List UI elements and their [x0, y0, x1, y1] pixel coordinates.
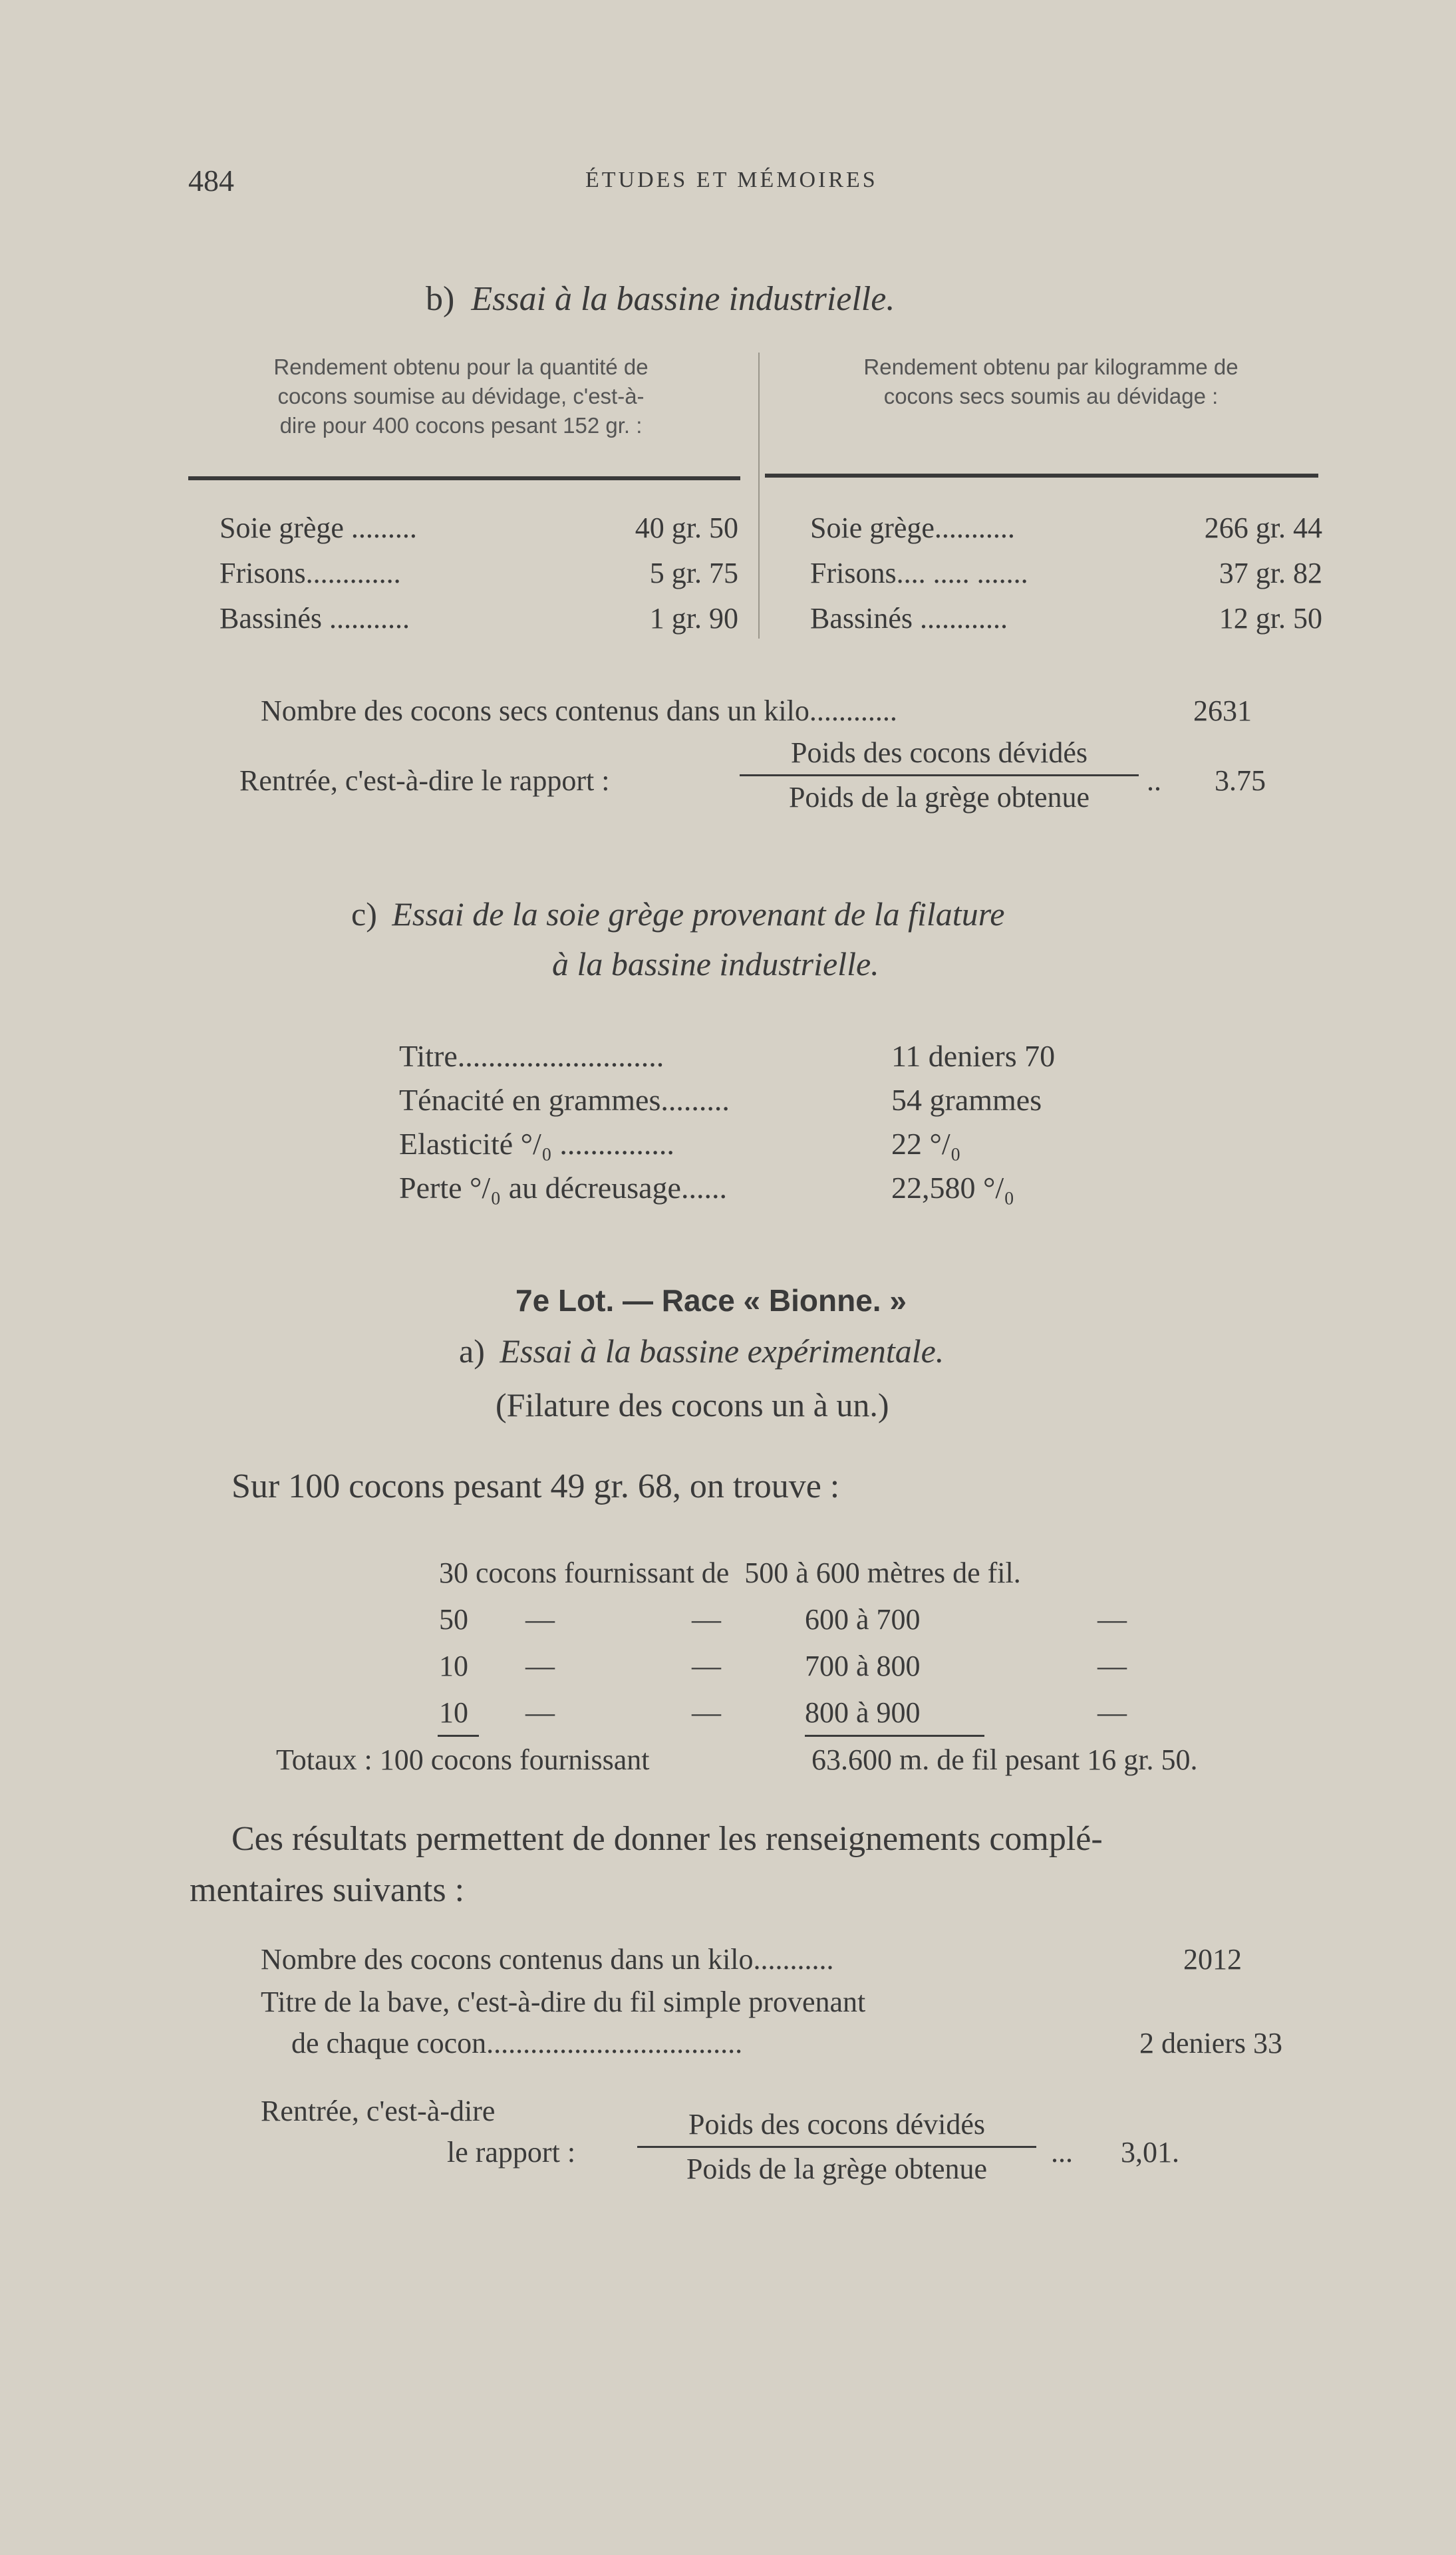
cocoon-count-row — [261, 694, 1252, 728]
section-c-title: Essai de la soie grège provenant de la filature — [392, 895, 1005, 933]
right-intro — [772, 353, 1330, 411]
section-b-heading — [426, 279, 895, 319]
rentree-label: Rentrée, c'est-à-dire le rapport : — [239, 764, 610, 797]
rentree-dots-2: ... — [1051, 2136, 1073, 2169]
distribution-row: 50 — — 600 à 700 — — [439, 1603, 1127, 1636]
cocoon-count-label: Nombre des cocons contenus dans un kilo........... — [261, 1943, 834, 1976]
paragraph-line: Ces résultats permettent de donner les renseignements complé- — [231, 1820, 1103, 1858]
lot-subheading — [459, 1332, 944, 1370]
titre-value: 2 deniers 33 — [1139, 2027, 1282, 2059]
left-yield-table — [219, 506, 738, 641]
yield-row: Soie grège........... 266 gr. 44 — [810, 512, 1322, 544]
rentree-fraction-2 — [637, 2107, 1036, 2186]
silk-test-table — [399, 1034, 1055, 1210]
yield-row: Frisons............. 5 gr. 75 — [219, 557, 738, 589]
section-c-label: c) — [351, 895, 377, 933]
right-intro-line: Rendement obtenu par kilogramme de — [863, 355, 1238, 379]
fraction-numerator: Poids des cocons dévidés — [790, 736, 1088, 769]
cocoon-count-value: 2631 — [1193, 694, 1252, 727]
left-intro-line: Rendement obtenu pour la quantité de — [273, 355, 649, 379]
yield-row: Bassinés ........... 1 gr. 90 — [219, 602, 738, 635]
lot-intro: Sur 100 cocons pesant 49 gr. 68, on trouve : — [231, 1467, 840, 1505]
right-intro-line: cocons secs soumis au dévidage : — [883, 384, 1219, 408]
rentree-fraction — [740, 736, 1139, 815]
rentree-value: 3.75 — [1215, 764, 1266, 797]
column-divider — [758, 353, 760, 639]
section-c-heading — [351, 895, 1005, 933]
fraction-bar — [740, 774, 1139, 776]
distribution-row: 10 — — 700 à 800 — — [439, 1650, 1127, 1682]
silk-test-row: Ténacité en grammes......... 54 grammes — [399, 1083, 1042, 1117]
left-intro-line: dire pour 400 cocons pesant 152 gr. : — [279, 413, 643, 438]
cocoon-distribution — [439, 1550, 1127, 1736]
totals-row — [276, 1743, 1198, 1777]
yield-row: Frisons.... ..... ....... 37 gr. 82 — [810, 557, 1322, 589]
titre-line2: de chaque cocon................................... 2 deniers 33 — [291, 2027, 1282, 2059]
yield-row: Soie grège ......... 40 gr. 50 — [219, 512, 738, 544]
lot-paren: (Filature des cocons un à un.) — [496, 1386, 889, 1424]
lot-sub-title: Essai à la bassine expérimentale. — [500, 1332, 945, 1370]
section-b-label: b) — [426, 280, 455, 318]
rentree-dots: .. — [1147, 764, 1161, 797]
totals-value: 63.600 m. de fil pesant 16 gr. 50. — [811, 1743, 1198, 1776]
left-intro-line: cocons soumise au dévidage, c'est-à- — [277, 384, 645, 408]
yield-row: Bassinés ............ 12 gr. 50 — [810, 602, 1322, 635]
page-number: 484 — [188, 164, 234, 198]
right-yield-table — [810, 506, 1322, 641]
lot-sub-label: a) — [459, 1332, 485, 1370]
distribution-row: 30 cocons fournissant de 500 à 600 mètres de fil. — [439, 1557, 1021, 1589]
rentree-line2: le rapport : — [447, 2136, 576, 2169]
lot-heading: 7e Lot. — Race « Bionne. » — [515, 1283, 907, 1318]
silk-test-row: Titre........................... 11 deniers 70 — [399, 1039, 1056, 1073]
silk-test-row: Perte °/₀ au décreusage...... 22,580 °/₀ — [399, 1171, 1015, 1205]
running-title: ÉTUDES ET MÉMOIRES — [585, 168, 878, 192]
left-intro — [188, 353, 734, 440]
section-b-title: Essai à la bassine industrielle. — [471, 280, 895, 318]
cocoon-count-value: 2012 — [1183, 1943, 1242, 1976]
fraction-denominator: Poids de la grège obtenue — [788, 781, 1090, 814]
titre-line: Titre de la bave, c'est-à-dire du fil simple provenant — [261, 1986, 866, 2018]
distribution-row: 10 — — 800 à 900 — — [439, 1696, 1127, 1729]
rentree-line1: Rentrée, c'est-à-dire — [261, 2095, 496, 2127]
right-rule — [765, 474, 1318, 478]
sum-rule-right — [805, 1735, 984, 1737]
cocoon-count-row-2 — [261, 1942, 1242, 1976]
cocoon-count-label: Nombre des cocons secs contenus dans un kilo............ — [261, 694, 897, 727]
left-rule — [188, 476, 740, 480]
fraction-bar — [637, 2146, 1036, 2148]
paragraph-line: mentaires suivants : — [190, 1871, 465, 1909]
section-c-title-line2: à la bassine industrielle. — [552, 945, 879, 982]
rentree-value-2: 3,01. — [1121, 2136, 1179, 2169]
fraction-denominator: Poids de la grège obtenue — [686, 2153, 988, 2185]
silk-test-row: Elasticité °/₀ ............... 22 °/₀ — [399, 1127, 961, 1161]
totals-label: Totaux : 100 cocons fournissant — [276, 1743, 650, 1776]
sum-rule-left — [438, 1735, 479, 1737]
fraction-numerator: Poids des cocons dévidés — [688, 2108, 986, 2141]
